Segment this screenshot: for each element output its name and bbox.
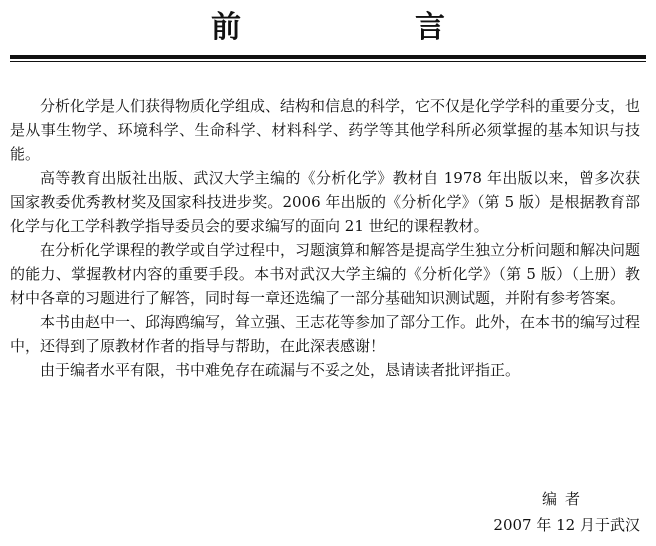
paragraph-4: 本书由赵中一、邱海鸥编写，耸立强、王志花等参加了部分工作。此外，在本书的编写过程中，还得到了原教材作者的指导与帮助，在此深表感谢！ [10,313,641,355]
paragraph-5: 由于编者水平有限，书中难免存在疏漏与不妥之处，恳请读者批评指正。 [40,361,521,379]
preface-body [10,94,640,382]
title-rule-thin [10,61,646,62]
paragraph-3: 在分析化学课程的教学或自学过程中，习题演算和解答是提高学生独立分析问题和解决问题的能力、掌握教材内容的重要手段。本书对武汉大学主编的《分析化学》（第 5 版）（上册）教材中各章的习题进行了解答，同时每一章还选编了一部分基础知识测试题，并附有参考答案。 [10,241,641,307]
title-rule-thick [10,55,646,59]
page-title: 前 言 [211,10,517,45]
signature-author: 编者 [541,490,588,508]
signature-date: 2007 年 12 月于武汉 [493,516,640,534]
paragraph-2: 高等教育出版社出版、武汉大学主编的《分析化学》教材自 1978 年出版以来，曾多次获国家教委优秀教材奖及国家科技进步奖。2006 年出版的《分析化学》（第 5 版）是根据教育部化学与化工学科教学指导委员会的要求编写的面向 21 世纪的课程教材。 [10,169,640,235]
paragraph-1: 分析化学是人们获得物质化学组成、结构和信息的科学，它不仅是化学学科的重要分支，也是从事生物学、环境科学、生命科学、材料科学、药学等其他学科所必须掌握的基本知识与技能。 [10,97,641,163]
